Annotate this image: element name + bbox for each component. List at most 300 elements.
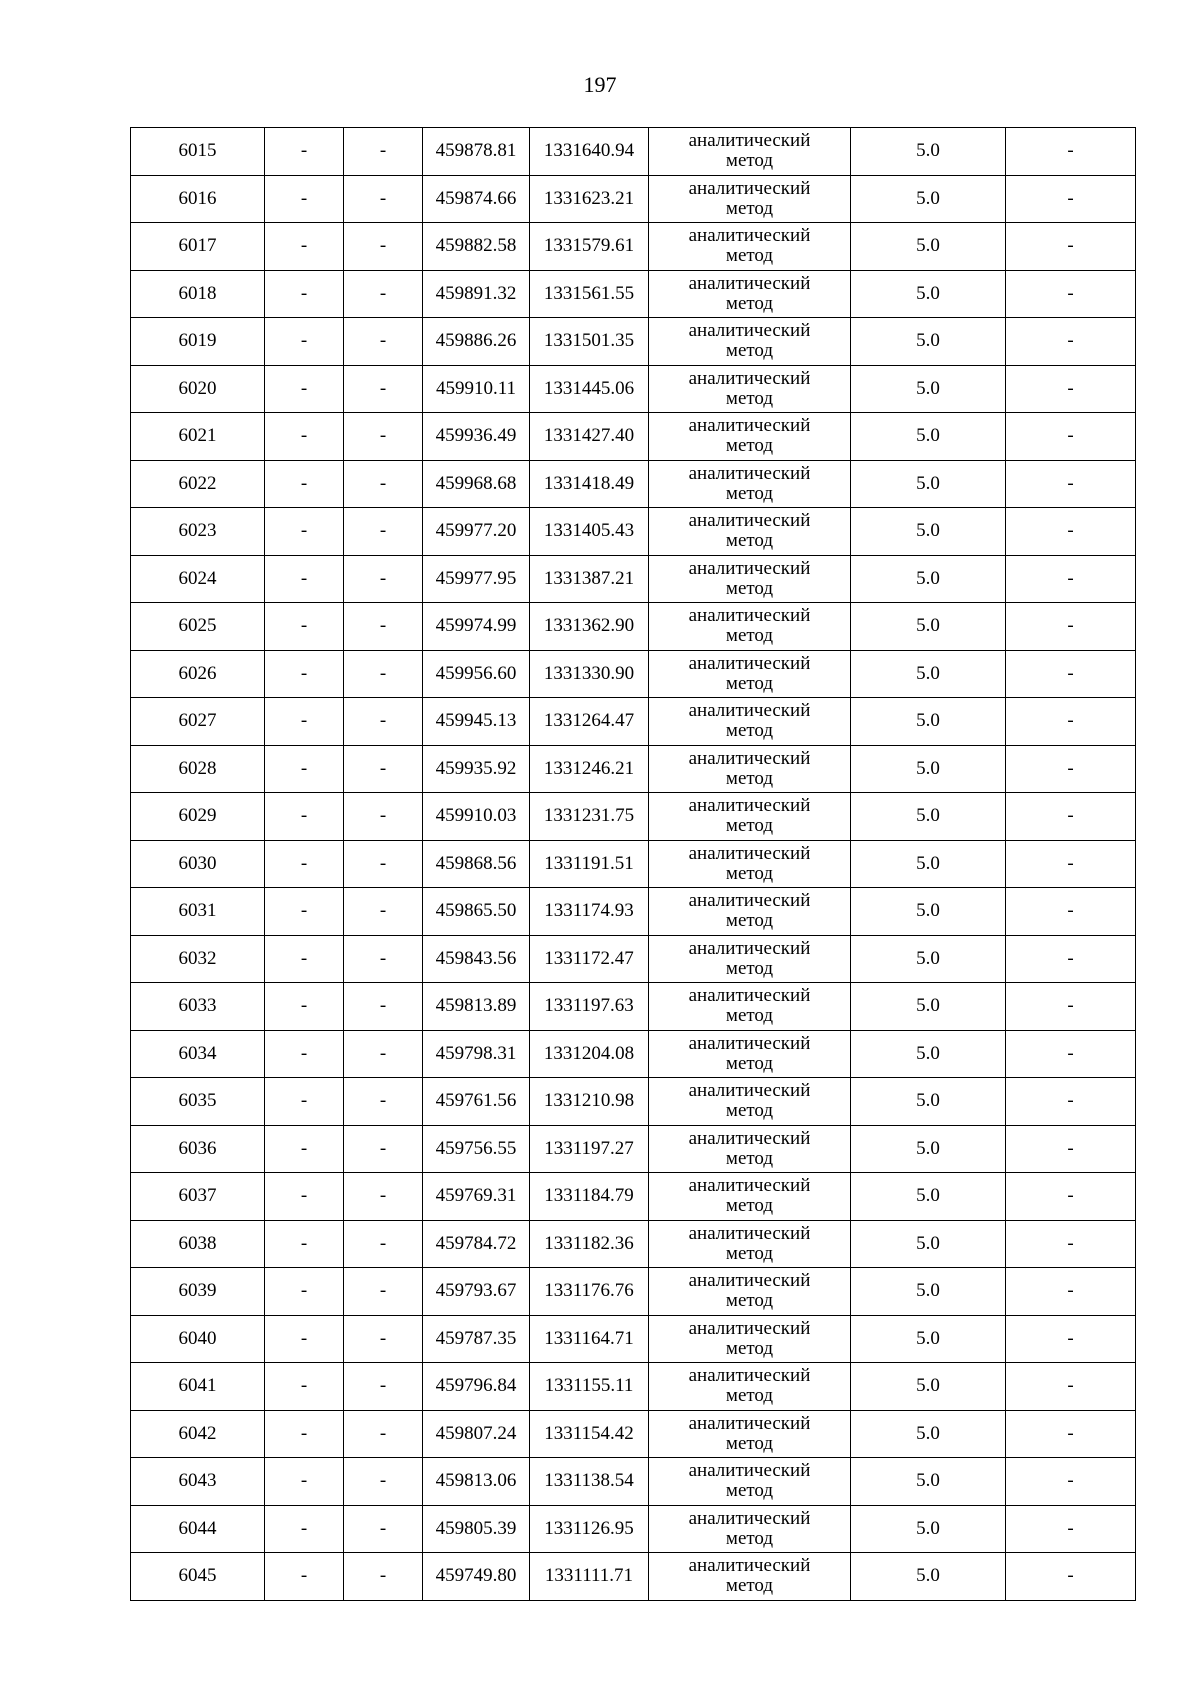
column-2-cell: - [265,365,344,413]
method-line-1: аналитический [688,652,811,674]
source-id-cell: 6041 [131,1363,265,1411]
column-8-cell: - [1006,1078,1136,1126]
method-line-1: аналитический [688,1555,811,1577]
method-line-1: аналитический [688,605,811,627]
column-3-cell: - [344,983,423,1031]
x-coordinate-cell: 459796.84 [423,1363,530,1411]
source-id-cell: 6043 [131,1458,265,1506]
method-line-2: метод [725,625,774,647]
column-3-cell: - [344,508,423,556]
x-coordinate-cell: 459878.81 [423,128,530,176]
column-8-cell: - [1006,1553,1136,1601]
x-coordinate-cell: 459784.72 [423,1220,530,1268]
column-3-cell: - [344,1125,423,1173]
column-2-cell: - [265,1078,344,1126]
value-cell: 5.0 [851,698,1006,746]
column-3-cell: - [344,555,423,603]
column-3-cell: - [344,698,423,746]
method-line-1: аналитический [688,700,811,722]
method-cell [649,650,851,698]
column-2-cell: - [265,128,344,176]
source-id-cell: 6019 [131,318,265,366]
value-cell: 5.0 [851,793,1006,841]
method-line-1: аналитический [688,1460,811,1482]
x-coordinate-cell: 459874.66 [423,175,530,223]
value-cell: 5.0 [851,1363,1006,1411]
method-line-2: метод [725,387,774,409]
method-line-2: метод [725,1480,774,1502]
column-3-cell: - [344,1315,423,1363]
table-row [131,1458,1136,1506]
column-3-cell: - [344,1220,423,1268]
column-3-cell: - [344,1268,423,1316]
method-line-2: метод [725,1242,774,1264]
table-body [131,128,1136,1601]
table-row [131,1268,1136,1316]
y-coordinate-cell: 1331126.95 [530,1505,649,1553]
column-2-cell: - [265,318,344,366]
column-8-cell: - [1006,650,1136,698]
method-line-1: аналитический [688,795,811,817]
y-coordinate-cell: 1331204.08 [530,1030,649,1078]
method-line-2: метод [725,197,774,219]
y-coordinate-cell: 1331501.35 [530,318,649,366]
x-coordinate-cell: 459886.26 [423,318,530,366]
table-row [131,1410,1136,1458]
method-line-1: аналитический [688,367,811,389]
value-cell: 5.0 [851,365,1006,413]
method-line-2: метод [725,1432,774,1454]
column-8-cell: - [1006,318,1136,366]
x-coordinate-cell: 459935.92 [423,745,530,793]
method-line-1: аналитический [688,225,811,247]
column-8-cell: - [1006,1505,1136,1553]
column-8-cell: - [1006,128,1136,176]
method-line-2: метод [725,815,774,837]
method-line-2: метод [725,1147,774,1169]
y-coordinate-cell: 1331155.11 [530,1363,649,1411]
page-number: 197 [583,72,617,97]
column-2-cell: - [265,270,344,318]
column-8-cell: - [1006,888,1136,936]
value-cell: 5.0 [851,650,1006,698]
source-id-cell: 6034 [131,1030,265,1078]
column-2-cell: - [265,1268,344,1316]
coordinates-table [130,127,1136,1601]
y-coordinate-cell: 1331264.47 [530,698,649,746]
table-row [131,1125,1136,1173]
method-cell [649,1173,851,1221]
y-coordinate-cell: 1331184.79 [530,1173,649,1221]
y-coordinate-cell: 1331176.76 [530,1268,649,1316]
source-id-cell: 6029 [131,793,265,841]
source-id-cell: 6044 [131,1505,265,1553]
column-8-cell: - [1006,603,1136,651]
method-line-1: аналитический [688,1175,811,1197]
column-3-cell: - [344,1505,423,1553]
method-line-1: аналитический [688,177,811,199]
x-coordinate-cell: 459813.89 [423,983,530,1031]
x-coordinate-cell: 459798.31 [423,1030,530,1078]
method-line-1: аналитический [688,462,811,484]
column-2-cell: - [265,223,344,271]
table-row [131,1220,1136,1268]
method-cell [649,460,851,508]
x-coordinate-cell: 459843.56 [423,935,530,983]
value-cell: 5.0 [851,1030,1006,1078]
source-id-cell: 6018 [131,270,265,318]
value-cell: 5.0 [851,603,1006,651]
source-id-cell: 6020 [131,365,265,413]
source-id-cell: 6031 [131,888,265,936]
y-coordinate-cell: 1331418.49 [530,460,649,508]
y-coordinate-cell: 1331445.06 [530,365,649,413]
table-row [131,650,1136,698]
y-coordinate-cell: 1331623.21 [530,175,649,223]
table-row [131,1173,1136,1221]
source-id-cell: 6028 [131,745,265,793]
column-8-cell: - [1006,1220,1136,1268]
y-coordinate-cell: 1331561.55 [530,270,649,318]
method-line-2: метод [725,482,774,504]
column-8-cell: - [1006,223,1136,271]
y-coordinate-cell: 1331330.90 [530,650,649,698]
column-2-cell: - [265,983,344,1031]
value-cell: 5.0 [851,983,1006,1031]
method-line-2: метод [725,720,774,742]
column-8-cell: - [1006,840,1136,888]
column-2-cell: - [265,935,344,983]
x-coordinate-cell: 459813.06 [423,1458,530,1506]
y-coordinate-cell: 1331387.21 [530,555,649,603]
method-line-1: аналитический [688,1080,811,1102]
source-id-cell: 6016 [131,175,265,223]
method-line-1: аналитический [688,1317,811,1339]
source-id-cell: 6038 [131,1220,265,1268]
column-2-cell: - [265,793,344,841]
column-3-cell: - [344,745,423,793]
column-8-cell: - [1006,555,1136,603]
method-line-1: аналитический [688,747,811,769]
column-8-cell: - [1006,1458,1136,1506]
column-8-cell: - [1006,1363,1136,1411]
method-line-1: аналитический [688,557,811,579]
x-coordinate-cell: 459793.67 [423,1268,530,1316]
value-cell: 5.0 [851,270,1006,318]
column-3-cell: - [344,935,423,983]
column-2-cell: - [265,1505,344,1553]
source-id-cell: 6024 [131,555,265,603]
column-3-cell: - [344,793,423,841]
method-line-2: метод [725,1052,774,1074]
method-line-2: метод [725,292,774,314]
method-cell [649,1458,851,1506]
value-cell: 5.0 [851,1458,1006,1506]
x-coordinate-cell: 459974.99 [423,603,530,651]
column-3-cell: - [344,1030,423,1078]
method-cell [649,318,851,366]
source-id-cell: 6025 [131,603,265,651]
y-coordinate-cell: 1331579.61 [530,223,649,271]
column-3-cell: - [344,318,423,366]
method-line-2: метод [725,1575,774,1597]
method-cell [649,1553,851,1601]
x-coordinate-cell: 459749.80 [423,1553,530,1601]
table-row [131,1363,1136,1411]
column-8-cell: - [1006,460,1136,508]
x-coordinate-cell: 459807.24 [423,1410,530,1458]
method-line-2: метод [725,577,774,599]
value-cell: 5.0 [851,318,1006,366]
column-3-cell: - [344,460,423,508]
x-coordinate-cell: 459945.13 [423,698,530,746]
column-3-cell: - [344,1458,423,1506]
method-cell [649,223,851,271]
source-id-cell: 6021 [131,413,265,461]
value-cell: 5.0 [851,935,1006,983]
value-cell: 5.0 [851,223,1006,271]
column-2-cell: - [265,1410,344,1458]
value-cell: 5.0 [851,1078,1006,1126]
value-cell: 5.0 [851,1315,1006,1363]
table-row [131,1553,1136,1601]
value-cell: 5.0 [851,745,1006,793]
method-line-1: аналитический [688,890,811,912]
x-coordinate-cell: 459761.56 [423,1078,530,1126]
column-2-cell: - [265,745,344,793]
column-8-cell: - [1006,1030,1136,1078]
column-3-cell: - [344,888,423,936]
method-line-1: аналитический [688,1127,811,1149]
value-cell: 5.0 [851,888,1006,936]
table-row [131,793,1136,841]
y-coordinate-cell: 1331231.75 [530,793,649,841]
y-coordinate-cell: 1331138.54 [530,1458,649,1506]
column-2-cell: - [265,1030,344,1078]
x-coordinate-cell: 459868.56 [423,840,530,888]
x-coordinate-cell: 459805.39 [423,1505,530,1553]
method-line-2: метод [725,1385,774,1407]
method-cell [649,1030,851,1078]
value-cell: 5.0 [851,840,1006,888]
source-id-cell: 6045 [131,1553,265,1601]
method-line-2: метод [725,340,774,362]
table-row [131,603,1136,651]
source-id-cell: 6022 [131,460,265,508]
method-cell [649,1125,851,1173]
value-cell: 5.0 [851,555,1006,603]
column-3-cell: - [344,365,423,413]
value-cell: 5.0 [851,508,1006,556]
column-3-cell: - [344,1078,423,1126]
x-coordinate-cell: 459787.35 [423,1315,530,1363]
table-row [131,1078,1136,1126]
column-2-cell: - [265,1173,344,1221]
column-3-cell: - [344,223,423,271]
column-8-cell: - [1006,1125,1136,1173]
method-cell [649,413,851,461]
method-line-1: аналитический [688,937,811,959]
method-cell [649,840,851,888]
method-line-1: аналитический [688,1270,811,1292]
table-row [131,935,1136,983]
y-coordinate-cell: 1331427.40 [530,413,649,461]
y-coordinate-cell: 1331197.63 [530,983,649,1031]
method-line-1: аналитический [688,272,811,294]
method-cell [649,1315,851,1363]
table-row [131,508,1136,556]
source-id-cell: 6039 [131,1268,265,1316]
table-row [131,1030,1136,1078]
table-row [131,745,1136,793]
method-cell [649,270,851,318]
value-cell: 5.0 [851,460,1006,508]
column-3-cell: - [344,1553,423,1601]
method-cell [649,745,851,793]
method-cell [649,365,851,413]
column-8-cell: - [1006,1268,1136,1316]
method-line-1: аналитический [688,1365,811,1387]
table-row [131,1505,1136,1553]
method-line-2: метод [725,862,774,884]
column-2-cell: - [265,460,344,508]
column-3-cell: - [344,413,423,461]
column-3-cell: - [344,175,423,223]
column-2-cell: - [265,1553,344,1601]
method-cell [649,888,851,936]
source-id-cell: 6040 [131,1315,265,1363]
method-line-2: метод [725,150,774,172]
x-coordinate-cell: 459910.03 [423,793,530,841]
x-coordinate-cell: 459968.68 [423,460,530,508]
column-2-cell: - [265,603,344,651]
column-2-cell: - [265,1315,344,1363]
column-8-cell: - [1006,365,1136,413]
method-line-2: метод [725,767,774,789]
x-coordinate-cell: 459977.20 [423,508,530,556]
column-8-cell: - [1006,698,1136,746]
table-row [131,983,1136,1031]
method-cell [649,935,851,983]
method-line-1: аналитический [688,1032,811,1054]
method-line-1: аналитический [688,1412,811,1434]
source-id-cell: 6027 [131,698,265,746]
column-8-cell: - [1006,745,1136,793]
method-line-2: метод [725,1337,774,1359]
column-3-cell: - [344,1410,423,1458]
x-coordinate-cell: 459865.50 [423,888,530,936]
column-2-cell: - [265,1125,344,1173]
column-8-cell: - [1006,175,1136,223]
x-coordinate-cell: 459769.31 [423,1173,530,1221]
method-cell [649,603,851,651]
method-cell [649,793,851,841]
x-coordinate-cell: 459910.11 [423,365,530,413]
y-coordinate-cell: 1331154.42 [530,1410,649,1458]
method-line-2: метод [725,530,774,552]
y-coordinate-cell: 1331197.27 [530,1125,649,1173]
table-row [131,1315,1136,1363]
y-coordinate-cell: 1331172.47 [530,935,649,983]
column-2-cell: - [265,650,344,698]
source-id-cell: 6042 [131,1410,265,1458]
method-cell [649,1363,851,1411]
column-8-cell: - [1006,935,1136,983]
table-row [131,270,1136,318]
x-coordinate-cell: 459936.49 [423,413,530,461]
table-row [131,365,1136,413]
y-coordinate-cell: 1331246.21 [530,745,649,793]
column-3-cell: - [344,1173,423,1221]
column-2-cell: - [265,555,344,603]
value-cell: 5.0 [851,1410,1006,1458]
value-cell: 5.0 [851,1173,1006,1221]
method-line-1: аналитический [688,1507,811,1529]
column-8-cell: - [1006,793,1136,841]
value-cell: 5.0 [851,413,1006,461]
table-row [131,460,1136,508]
method-cell [649,1078,851,1126]
column-2-cell: - [265,1220,344,1268]
y-coordinate-cell: 1331362.90 [530,603,649,651]
column-2-cell: - [265,888,344,936]
column-2-cell: - [265,508,344,556]
source-id-cell: 6015 [131,128,265,176]
method-cell [649,175,851,223]
x-coordinate-cell: 459756.55 [423,1125,530,1173]
y-coordinate-cell: 1331174.93 [530,888,649,936]
method-line-2: метод [725,957,774,979]
method-line-1: аналитический [688,510,811,532]
method-cell [649,698,851,746]
method-line-1: аналитический [688,1222,811,1244]
column-2-cell: - [265,1363,344,1411]
method-line-2: метод [725,1527,774,1549]
table-row [131,840,1136,888]
value-cell: 5.0 [851,128,1006,176]
y-coordinate-cell: 1331210.98 [530,1078,649,1126]
table-row [131,413,1136,461]
column-2-cell: - [265,175,344,223]
table-row [131,223,1136,271]
column-3-cell: - [344,128,423,176]
y-coordinate-cell: 1331182.36 [530,1220,649,1268]
value-cell: 5.0 [851,175,1006,223]
source-id-cell: 6033 [131,983,265,1031]
value-cell: 5.0 [851,1268,1006,1316]
source-id-cell: 6035 [131,1078,265,1126]
source-id-cell: 6030 [131,840,265,888]
column-3-cell: - [344,270,423,318]
method-line-1: аналитический [688,985,811,1007]
x-coordinate-cell: 459882.58 [423,223,530,271]
column-2-cell: - [265,1458,344,1506]
table-row [131,175,1136,223]
column-8-cell: - [1006,413,1136,461]
method-line-2: метод [725,910,774,932]
method-line-2: метод [725,1290,774,1312]
value-cell: 5.0 [851,1125,1006,1173]
table-row [131,888,1136,936]
table-row [131,318,1136,366]
method-cell [649,1410,851,1458]
column-8-cell: - [1006,1410,1136,1458]
method-line-1: аналитический [688,130,811,152]
column-8-cell: - [1006,270,1136,318]
method-cell [649,1505,851,1553]
y-coordinate-cell: 1331164.71 [530,1315,649,1363]
column-8-cell: - [1006,508,1136,556]
